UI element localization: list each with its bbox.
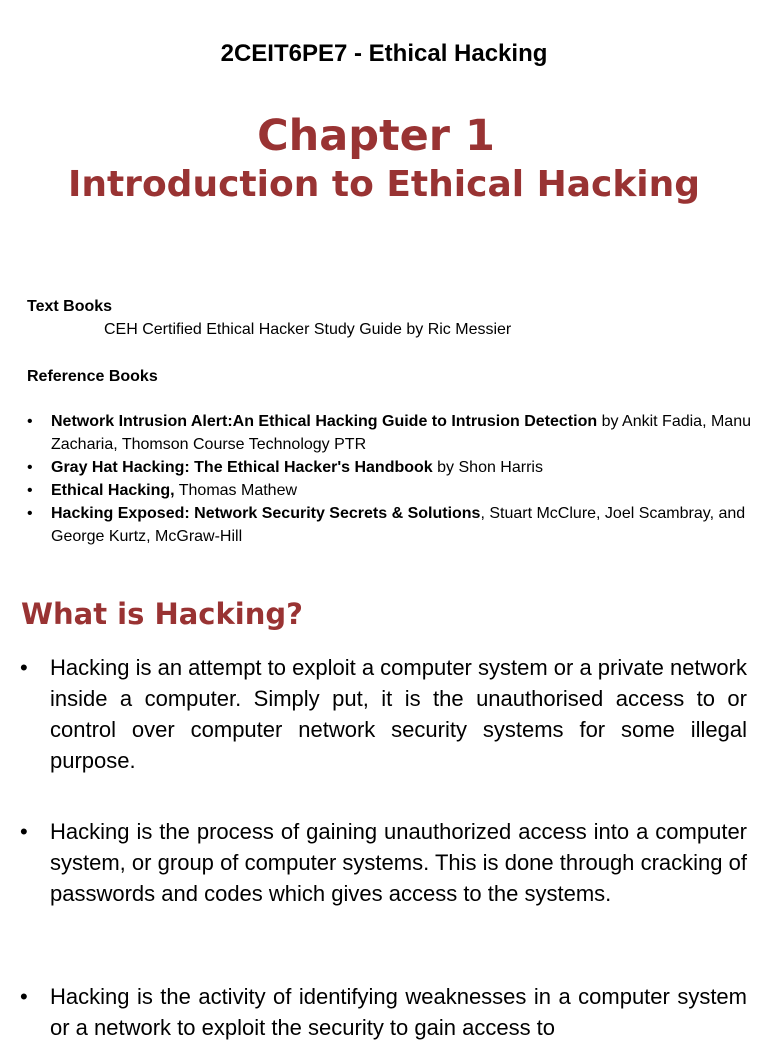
reference-item: [27, 456, 757, 479]
bullet-icon: •: [20, 655, 28, 680]
bullet-icon: •: [20, 819, 28, 844]
bullet-point: [20, 816, 747, 909]
bullet-point: [20, 652, 747, 776]
reference-item: [27, 502, 757, 548]
bullet-point: [20, 981, 747, 1043]
reference-details: by Shon Harris: [432, 459, 543, 476]
bullet-icon: •: [27, 482, 33, 499]
bullet-icon: •: [27, 505, 33, 522]
bullet-text: Hacking is the process of gaining unauthorized access into a computer system, or group of computer systems. This is done through cracking of passwords and codes which gives access to the systems.: [50, 819, 747, 906]
textbooks-heading: Text Books: [27, 298, 113, 315]
reference-title: Hacking Exposed: Network Security Secrets & Solutions: [51, 505, 481, 522]
reference-details: , Stuart McClure, Joel Scambray, and George Kurtz, McGraw-Hill: [51, 505, 746, 545]
chapter-title: Introduction to Ethical Hacking: [67, 164, 701, 205]
textbook-item: CEH Certified Ethical Hacker Study Guide by Ric Messier: [104, 321, 512, 338]
reference-item: [27, 479, 757, 502]
section-heading: What is Hacking?: [21, 597, 303, 631]
reference-item: [27, 410, 757, 456]
reference-details: Thomas Mathew: [174, 482, 298, 499]
course-code-title: 2CEIT6PE7 - Ethical Hacking: [220, 40, 548, 67]
bullet-icon: •: [27, 413, 33, 430]
reference-title: Gray Hat Hacking: The Ethical Hacker's Handbook: [51, 459, 433, 476]
reference-title: Network Intrusion Alert:An Ethical Hacking Guide to Intrusion Detection: [51, 413, 598, 430]
reference-books-heading: Reference Books: [27, 368, 158, 385]
bullet-text: Hacking is the activity of identifying weaknesses in a computer system or a network to exploit the security to gain access to: [50, 984, 747, 1040]
reference-details: by Ankit Fadia, Manu Zacharia, Thomson Course Technology PTR: [51, 413, 751, 453]
bullet-icon: •: [27, 459, 33, 476]
reference-title: Ethical Hacking,: [51, 482, 175, 499]
bullet-text: Hacking is an attempt to exploit a computer system or a private network inside a computer. Simply put, it is the unauthorised access to or control over computer network security systems for some illegal purpose.: [50, 655, 747, 773]
chapter-number: Chapter 1: [257, 111, 495, 161]
bullet-icon: •: [20, 984, 28, 1009]
